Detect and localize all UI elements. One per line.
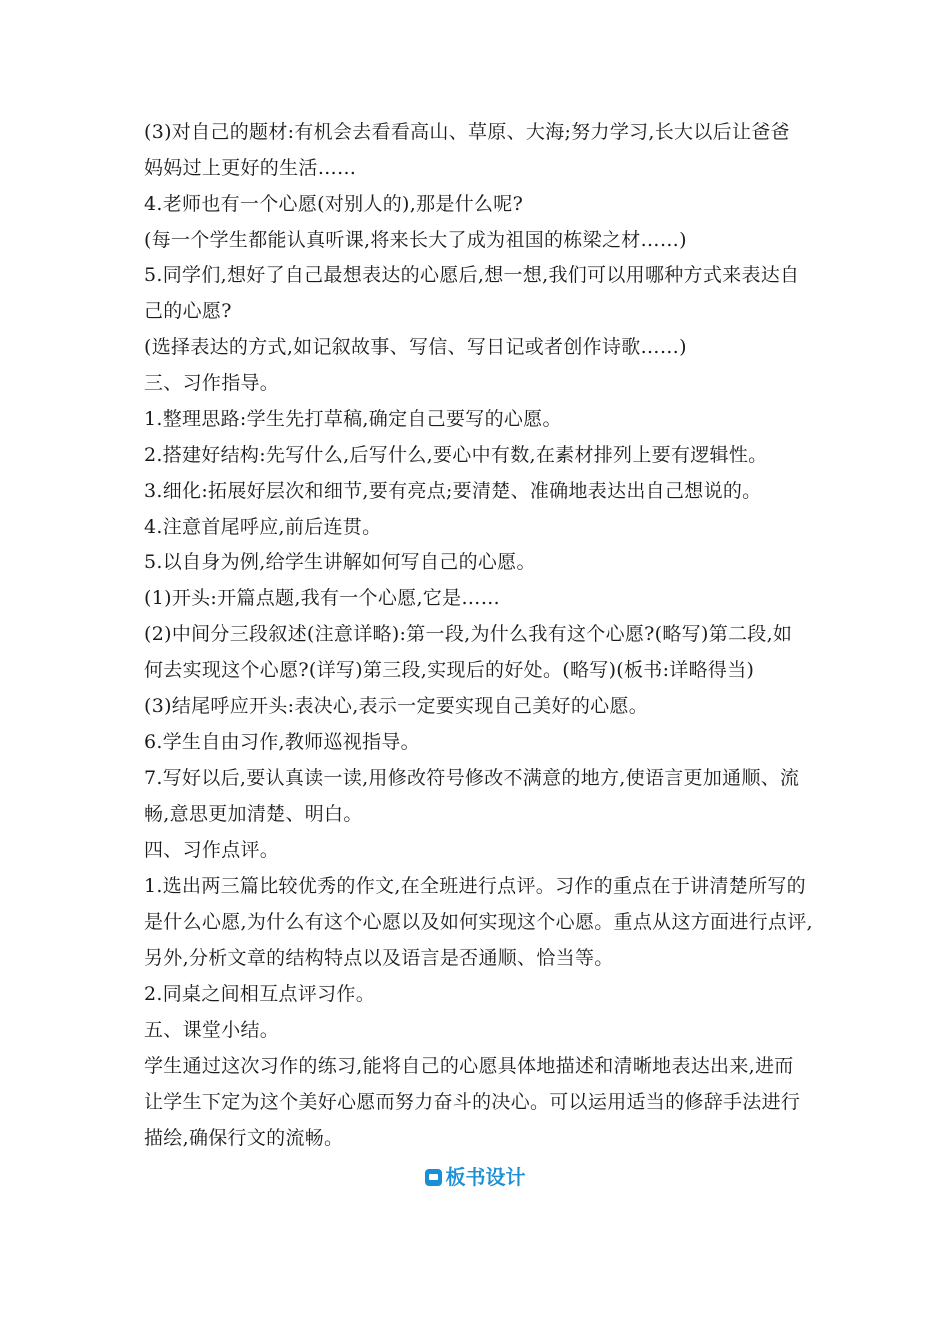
board-design-title: 板书设计 <box>445 1165 526 1189</box>
text-line: 1.选出两三篇比较优秀的作文,在全班进行点评。习作的重点在于讲清楚所写的 <box>144 875 806 897</box>
text-line: 何去实现这个心愿?(详写)第三段,实现后的好处。(略写)(板书:详略得当) <box>144 659 755 681</box>
text-line: 2.同桌之间相互点评习作。 <box>144 983 376 1005</box>
text-line: 畅,意思更加清楚、明白。 <box>144 803 363 825</box>
text-line: 2.搭建好结构:先写什么,后写什么,要心中有数,在素材排列上要有逻辑性。 <box>144 444 768 466</box>
board-icon <box>425 1169 442 1186</box>
text-line: 另外,分析文章的结构特点以及语言是否通顺、恰当等。 <box>144 947 614 969</box>
text-line: 让学生下定为这个美好心愿而努力奋斗的决心。可以运用适当的修辞手法进行 <box>144 1091 801 1113</box>
text-line: 5.同学们,想好了自己最想表达的心愿后,想一想,我们可以用哪种方式来表达自 <box>144 264 800 286</box>
text-line: 5.以自身为例,给学生讲解如何写自己的心愿。 <box>144 551 536 573</box>
text-line: 4.注意首尾呼应,前后连贯。 <box>144 516 382 538</box>
text-line: (3)对自己的题材:有机会去看看高山、草原、大海;努力学习,长大以后让爸爸 <box>144 121 790 143</box>
text-line: 7.写好以后,要认真读一读,用修改符号修改不满意的地方,使语言更加通顺、流 <box>144 767 800 789</box>
section-title: 三、习作指导。 <box>144 372 280 394</box>
text-line: 4.老师也有一个心愿(对别人的),那是什么呢? <box>144 193 524 215</box>
text-line: 3.细化:拓展好层次和细节,要有亮点;要清楚、准确地表达出自己想说的。 <box>144 480 762 502</box>
text-line: 6.学生自由习作,教师巡视指导。 <box>144 731 420 753</box>
board-design-heading <box>0 1162 950 1192</box>
text-line: (选择表达的方式,如记叙故事、写信、写日记或者创作诗歌……) <box>144 336 687 358</box>
text-line: 己的心愿? <box>144 300 232 322</box>
text-line: (每一个学生都能认真听课,将来长大了成为祖国的栋梁之材……) <box>144 229 687 251</box>
board-design-heading-inner <box>425 1163 526 1191</box>
text-line: 学生通过这次习作的练习,能将自己的心愿具体地描述和清晰地表达出来,进而 <box>144 1055 794 1077</box>
text-line: (2)中间分三段叙述(注意详略):第一段,为什么我有这个心愿?(略写)第二段,如 <box>144 623 793 645</box>
text-line: 妈妈过上更好的生活…… <box>144 157 357 179</box>
text-line: (1)开头:开篇点题,我有一个心愿,它是…… <box>144 587 500 609</box>
text-line: 描绘,确保行文的流畅。 <box>144 1127 344 1149</box>
text-line: (3)结尾呼应开头:表决心,表示一定要实现自己美好的心愿。 <box>144 695 649 717</box>
text-line: 是什么心愿,为什么有这个心愿以及如何实现这个心愿。重点从这方面进行点评, <box>144 911 813 933</box>
text-line: 1.整理思路:学生先打草稿,确定自己要写的心愿。 <box>144 408 562 430</box>
section-title: 四、习作点评。 <box>144 839 280 861</box>
section-title: 五、课堂小结。 <box>144 1019 280 1041</box>
